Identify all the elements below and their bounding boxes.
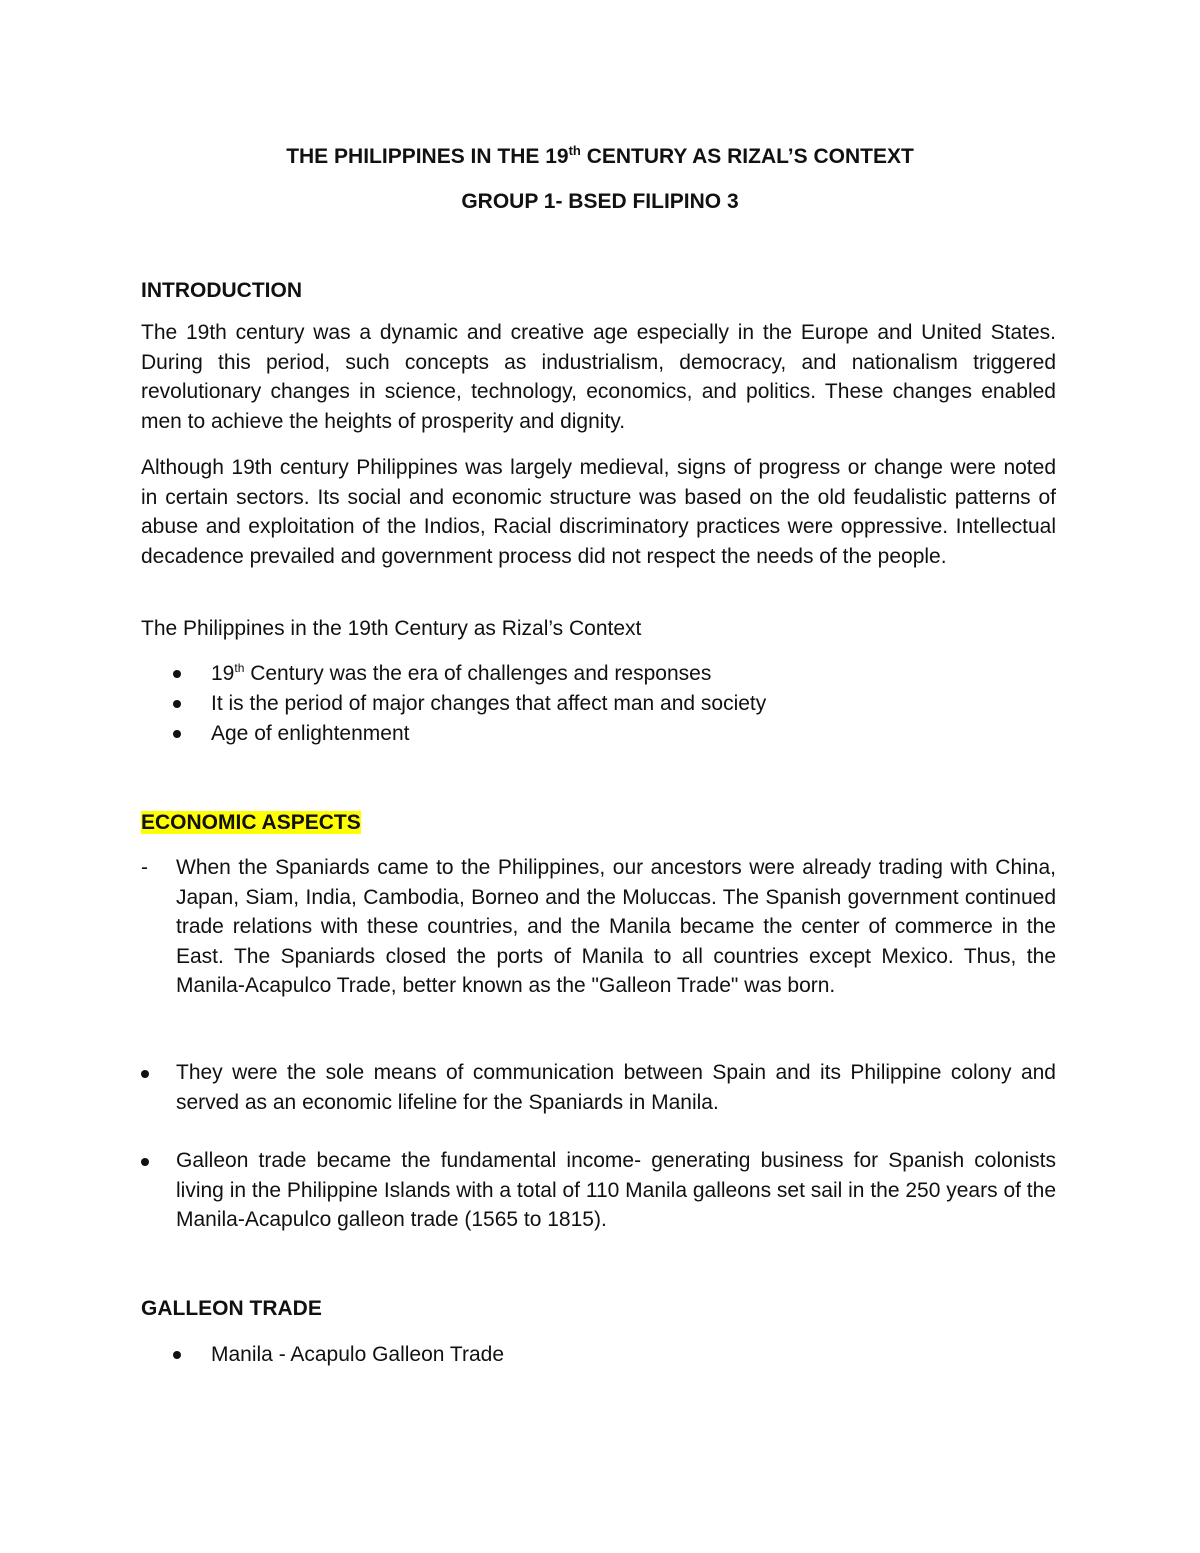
title-text-end: CENTURY AS RIZAL’S CONTEXT <box>580 145 914 168</box>
galleon-trade-heading: GALLEON TRADE <box>141 1297 322 1320</box>
context-line: The Philippines in the 19th Century as Rizal’s Context <box>141 617 642 640</box>
dash-marker: - <box>141 856 148 879</box>
list-item <box>211 661 711 687</box>
economic-bullet-1: They were the sole means of communication between Spain and its Philippine colony and served as an economic lifeline for the Spaniards in Manila. <box>176 1061 1056 1114</box>
document-title <box>0 144 1200 170</box>
economic-dash-item: When the Spaniards came to the Philippines, our ancestors were already trading with China, Japan, Siam, India, Cambodia, Borneo and the Moluccas. The Spanish government continued trade relations with these countries, and the Manila became the center of commerce in the East. The Spaniards closed the ports of Manila to all countries except Mexico. Thus, the Manila-Acapulco Trade, better known as the "Galleon Trade" was born. <box>176 856 1056 997</box>
list-item-text: 19 <box>211 662 235 685</box>
document-subtitle: GROUP 1- BSED FILIPINO 3 <box>461 190 739 213</box>
highlighted-heading: ECONOMIC ASPECTS <box>141 811 361 834</box>
list-item: Age of enlightenment <box>211 722 410 745</box>
bullet-icon <box>173 1351 181 1359</box>
economic-aspects-heading <box>141 810 361 836</box>
bullet-icon <box>141 1070 149 1078</box>
list-item-superscript: th <box>234 661 245 675</box>
list-item-text-end: Century was the era of challenges and responses <box>244 662 712 685</box>
bullet-icon <box>141 1158 149 1166</box>
economic-bullet-2: Galleon trade became the fundamental income- generating business for Spanish colonists living in the Philippine Islands with a total of 110 Manila galleons set sail in the 250 years of the Manila-Acapulco galleon trade (1565 to 1815). <box>176 1149 1056 1231</box>
bullet-icon <box>173 670 181 678</box>
list-item: It is the period of major changes that affect man and society <box>211 692 767 715</box>
bullet-icon <box>173 700 181 708</box>
introduction-heading: INTRODUCTION <box>141 279 302 302</box>
introduction-paragraph-1: The 19th century was a dynamic and creative age especially in the Europe and United States. During this period, such concepts as industrialism, democracy, and nationalism triggered revolutionary changes in science, technology, economics, and politics. These changes enabled men to achieve the heights of prosperity and dignity. <box>141 321 1056 433</box>
bullet-icon <box>173 730 181 738</box>
title-superscript: th <box>568 143 581 158</box>
introduction-paragraph-2: Although 19th century Philippines was largely medieval, signs of progress or change were noted in certain sectors. Its social and economic structure was based on the old feudalistic patterns of abuse and exploitation of the Indios, Racial discriminatory practices were oppressive. Intellectual decadence prevailed and government process did not respect the needs of the people. <box>141 456 1056 568</box>
title-text: THE PHILIPPINES IN THE 19 <box>286 145 569 168</box>
list-item: Manila - Acapulo Galleon Trade <box>211 1343 505 1366</box>
